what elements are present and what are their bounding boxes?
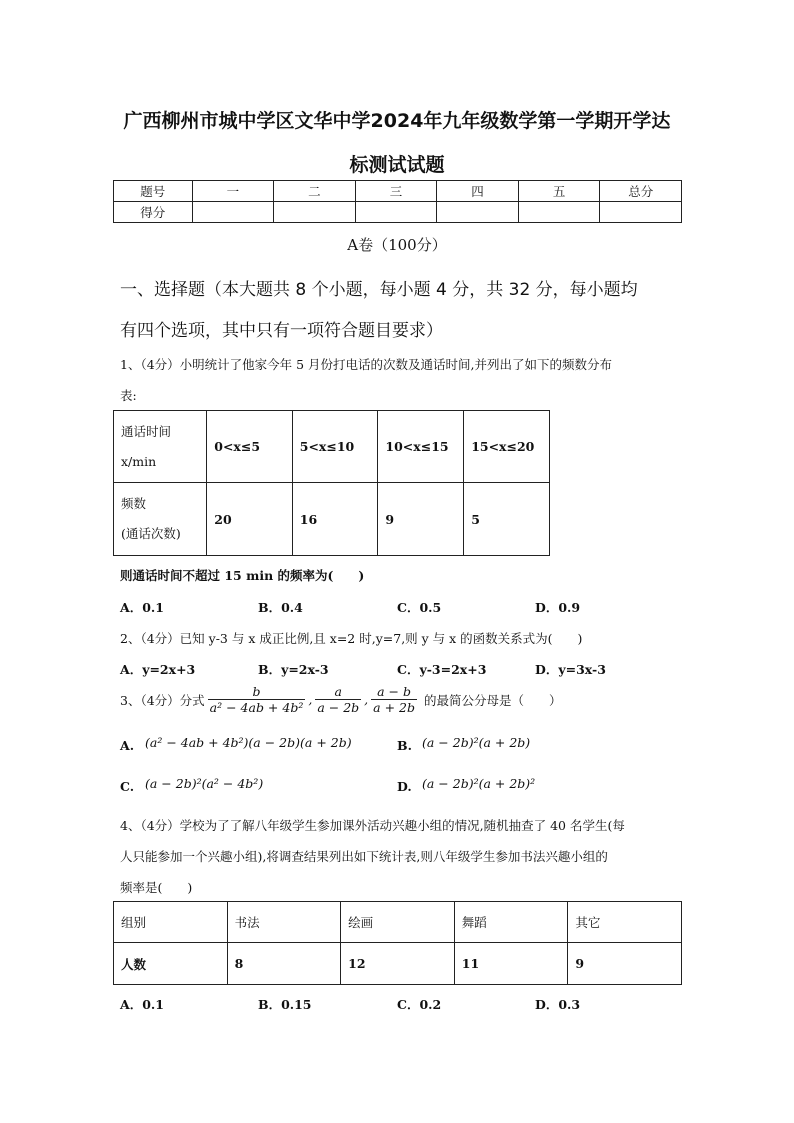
q3-frac2-denominator: a − 2b [317, 700, 360, 715]
q3-suffix: 的最简公分母是（ ） [423, 692, 562, 708]
q4-header-cell: 书法 [227, 902, 341, 943]
q4-value-cell: 8 [227, 943, 341, 985]
q1-option-c: C．0.5 [397, 600, 442, 615]
q3-option-d: (a − 2b)²(a + 2b)² [422, 776, 536, 791]
q4-row-label: 人数 [114, 943, 228, 985]
q4-option-b: B．0.15 [258, 997, 312, 1012]
q3-fraction-2 [315, 684, 361, 715]
q1-option-a: A．0.1 [120, 600, 164, 615]
q4-value-cell: 9 [568, 943, 682, 985]
q3-frac2-numerator: a [315, 684, 361, 700]
volume-heading: A卷（100分） [347, 236, 447, 254]
q1-row2-label-a: 频数 [121, 496, 147, 511]
q3-prefix: 3、（4分）分式 [120, 692, 205, 708]
q4-value-cell: 11 [454, 943, 568, 985]
q4-option-d: D．0.3 [535, 997, 581, 1012]
score-header: 四 [437, 181, 519, 202]
score-table [113, 180, 682, 223]
comma: , [364, 692, 369, 707]
q1-range-cell: 15<x≤20 [464, 411, 550, 483]
q4-text-line-2: 人只能参加一个兴趣小组),将调查结果列出如下统计表,则八年级学生参加书法兴趣小组的 [120, 849, 608, 864]
q3-option-a-label: A. [120, 738, 135, 753]
q1-frequency-table [113, 410, 550, 556]
q1-text-line-1: 1、（4分）小明统计了他家今年 5 月份打电话的次数及通话时间,并列出了如下的频数分布 [120, 357, 613, 372]
q1-range-cell: 0<x≤5 [207, 411, 293, 483]
q3-fraction-3 [371, 684, 417, 715]
score-header: 一 [192, 181, 274, 202]
score-cell [355, 202, 437, 223]
score-header: 总分 [600, 181, 682, 202]
q1-text-line-2: 表: [120, 388, 137, 403]
q2-option-d: D．y=3x-3 [535, 662, 606, 677]
q1-row1-label-a: 通话时间 [121, 423, 172, 439]
q4-statistics-table [113, 901, 682, 985]
q2-option-b: B．y=2x-3 [258, 662, 329, 677]
q1-value-cell: 5 [464, 483, 550, 556]
score-cell [600, 202, 682, 223]
q4-header-cell: 组别 [114, 902, 228, 943]
q3-frac1-denominator: a² − 4ab + 4b² [209, 700, 304, 715]
score-cell [437, 202, 519, 223]
q1-range-cell: 5<x≤10 [292, 411, 378, 483]
q3-frac1-numerator: b [208, 684, 306, 700]
score-header: 二 [274, 181, 356, 202]
title-line-1: 广西柳州市城中学区文华中学2024年九年级数学第一学期开学达 [123, 110, 671, 132]
title-line-2: 标测试试题 [349, 154, 445, 176]
score-header: 五 [518, 181, 600, 202]
q2-option-a: A．y=2x+3 [120, 662, 196, 677]
q1-value-cell: 20 [207, 483, 293, 556]
q1-row2-label-b: (通话次数) [121, 526, 181, 541]
q3-frac3-denominator: a + 2b [373, 700, 415, 715]
q1-table-label-cell [114, 483, 207, 556]
comma: , [308, 692, 313, 707]
section-heading-line-2: 有四个选项，其中只有一项符合题目要求） [120, 321, 443, 341]
q2-text: 2、（4分）已知 y-3 与 x 成正比例,且 x=2 时,y=7,则 y 与 x 的函数关系式为( ) [120, 631, 583, 646]
q4-header-cell: 舞蹈 [454, 902, 568, 943]
q4-option-a: A．0.1 [120, 997, 164, 1012]
score-cell [192, 202, 274, 223]
q3-option-c-label: C. [120, 779, 135, 794]
q1-question: 则通话时间不超过 15 min 的频率为( ) [120, 568, 365, 583]
section-heading-line-1: 一、选择题（本大题共 8 个小题，每小题 4 分，共 32 分，每小题均 [120, 280, 638, 300]
q1-row1-label-b: x/min [121, 453, 157, 469]
q3-frac3-numerator: a − b [371, 684, 417, 700]
q4-header-cell: 绘画 [341, 902, 455, 943]
q4-text-line-1: 4、（4分）学校为了了解八年级学生参加课外活动兴趣小组的情况,随机抽查了 40 名学生(每 [120, 818, 625, 833]
q4-header-cell: 其它 [568, 902, 682, 943]
q1-option-d: D．0.9 [535, 600, 581, 615]
q3-option-b: (a − 2b)²(a + 2b) [422, 735, 531, 750]
q1-value-cell: 9 [378, 483, 464, 556]
score-header: 题号 [114, 181, 193, 202]
q1-range-cell: 10<x≤15 [378, 411, 464, 483]
q4-value-cell: 12 [341, 943, 455, 985]
q3-option-b-label: B. [397, 738, 412, 753]
q3-option-c: (a − 2b)²(a² − 4b²) [145, 776, 264, 791]
score-header: 三 [355, 181, 437, 202]
q3-option-a: (a² − 4ab + 4b²)(a − 2b)(a + 2b) [145, 735, 352, 750]
q1-table-label-cell [114, 411, 207, 483]
q3-stem [120, 684, 561, 715]
q3-fraction-1 [208, 684, 306, 715]
q1-value-cell: 16 [292, 483, 378, 556]
score-row-label: 得分 [114, 202, 193, 223]
score-cell [274, 202, 356, 223]
q2-option-c: C．y-3=2x+3 [397, 662, 487, 677]
q4-text-line-3: 频率是( ) [120, 880, 193, 895]
score-cell [518, 202, 600, 223]
q3-option-d-label: D. [397, 779, 412, 794]
q4-option-c: C．0.2 [397, 997, 442, 1012]
q1-option-b: B．0.4 [258, 600, 303, 615]
